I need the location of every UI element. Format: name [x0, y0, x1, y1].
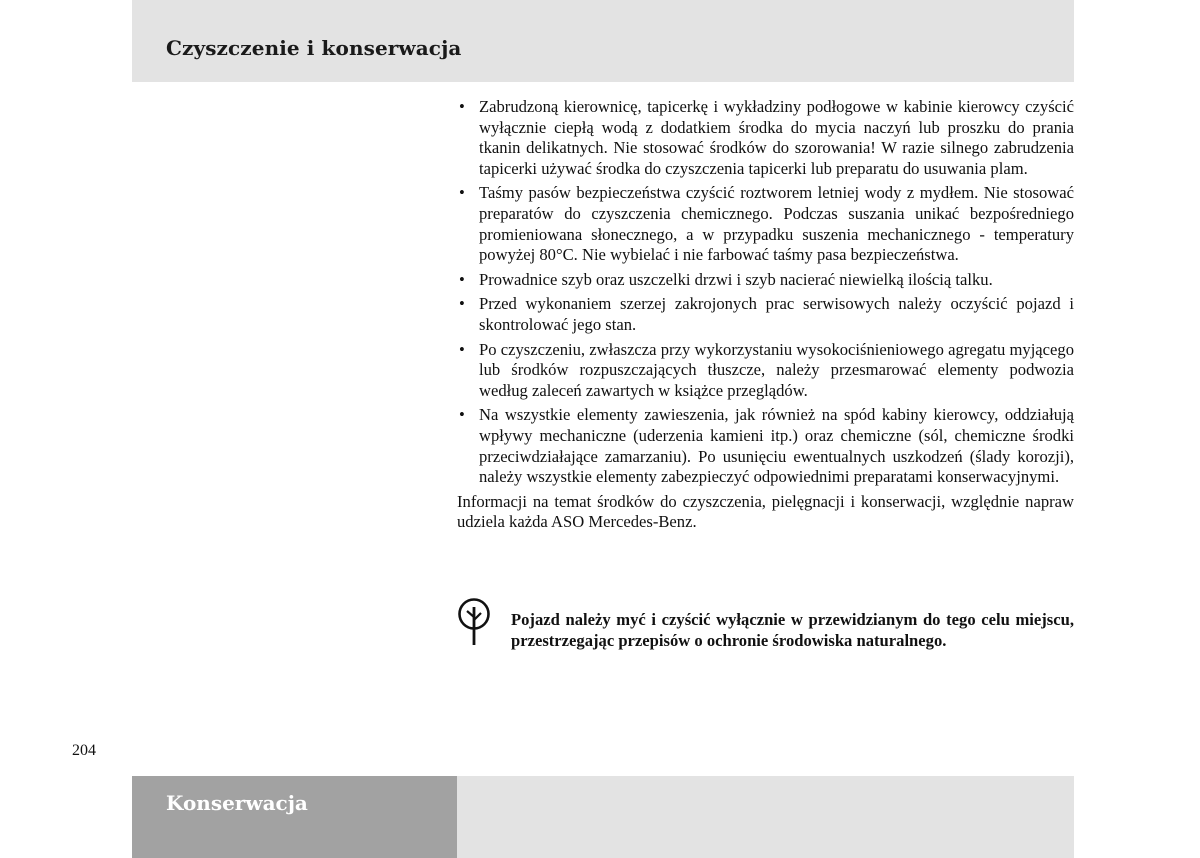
footer-band [457, 776, 1074, 858]
page-number: 204 [72, 742, 96, 759]
tree-environment-icon [457, 598, 491, 646]
environment-note-text: Pojazd należy myć i czyścić wyłącznie w przewidzianym do tego celu miejscu, przestrzegając przepisów o ochronie środowiska naturalnego. [511, 610, 1074, 650]
list-item: • Zabrudzoną kierownicę, tapicerkę i wykładziny podłogowe w kabinie kierowcy czyścić wyłącznie ciepłą wodą z dodatkiem środka do mycia naczyń lub proszku do prania tkanin delikatnych. Nie stosować środków do szorowania! W razie silnego zabrudzenia tapicerki używać środka do czyszczenia tapicerki lub preparatu do usuwania plam. [457, 97, 1074, 179]
page-title: Czyszczenie i konserwacja [166, 36, 462, 60]
footer-section-band [132, 776, 457, 858]
list-item: • Prowadnice szyb oraz uszczelki drzwi i szyb nacierać niewielką ilością talku. [457, 270, 1074, 291]
care-instructions-list [457, 97, 1074, 488]
header-band [132, 0, 1074, 82]
environment-note [457, 596, 1074, 656]
content-column [457, 97, 1074, 533]
list-item: • Przed wykonaniem szerzej zakrojonych prac serwisowych należy oczyścić pojazd i skontrolować jego stan. [457, 294, 1074, 335]
info-paragraph: Informacji na temat środków do czyszczenia, pielęgnacji i konserwacji, względnie napraw udziela każda ASO Mercedes-Benz. [457, 491, 1074, 532]
footer-section-title: Konserwacja [166, 791, 308, 815]
list-item: • Na wszystkie elementy zawieszenia, jak również na spód kabiny kierowcy, oddziałują wpływy mechaniczne (uderzenia kamieni itp.) oraz chemiczne (sól, chemiczne środki przeciwdziałające zamarzaniu). Po usunięciu ewentualnych uszkodzeń (ślady korozji), należy wszystkie elementy zabezpieczyć odpowiednimi preparatami konserwacyjnymi. [457, 405, 1074, 487]
list-item: • Taśmy pasów bezpieczeństwa czyścić roztworem letniej wody z mydłem. Nie stosować preparatów do czyszczenia chemicznego. Podczas suszania unikać bezpośredniego promieniowana słonecznego, a w przypadku suszenia mechanicznego - temperatury powyżej 80°C. Nie wybielać i nie farbować taśmy pasa bezpieczeństwa. [457, 183, 1074, 265]
list-item: • Po czyszczeniu, zwłaszcza przy wykorzystaniu wysokociśnieniowego agregatu myjącego lub środków rozpuszczających tłuszcze, należy przesmarować elementy podwozia według zaleceń zawartych w książce przeglądów. [457, 340, 1074, 402]
